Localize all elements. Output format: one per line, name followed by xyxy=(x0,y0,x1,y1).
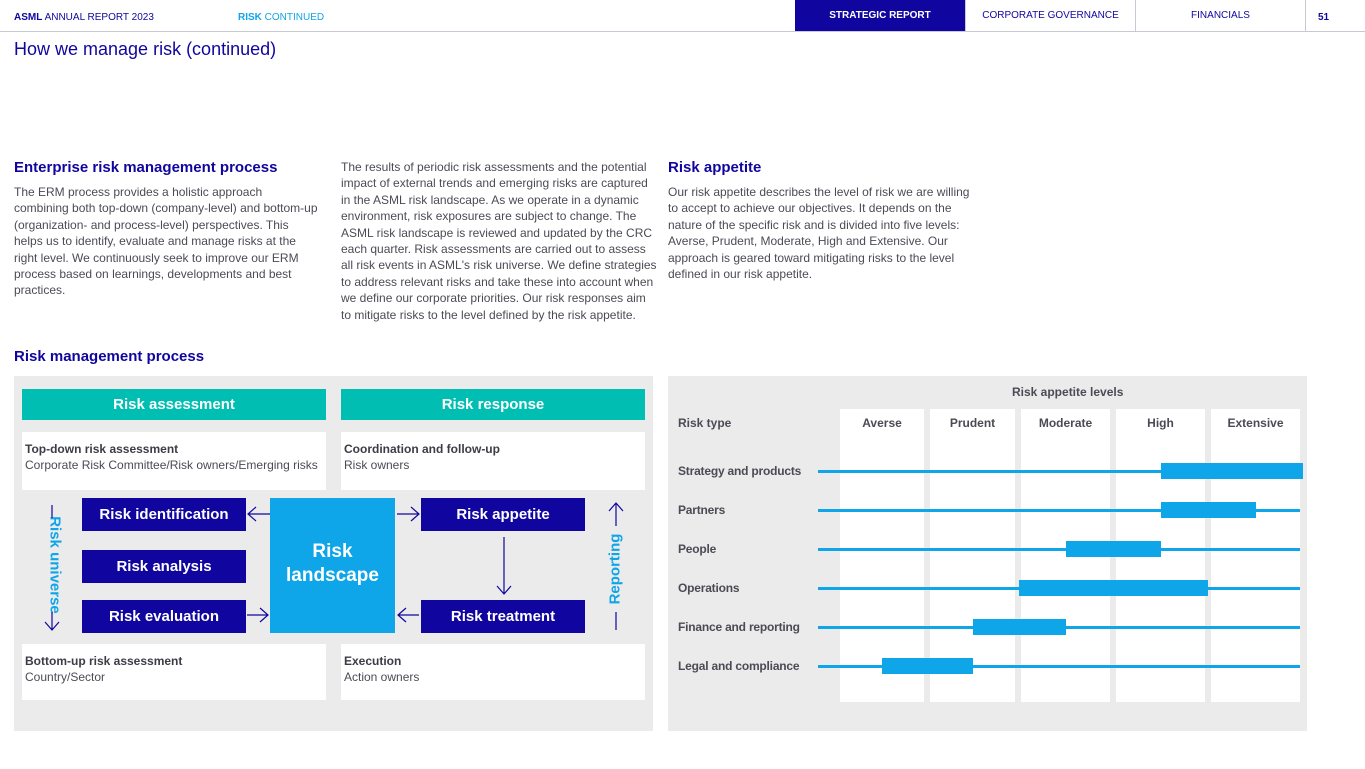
section-breadcrumb[interactable]: RISK CONTINUED xyxy=(238,12,325,23)
risk-appetite-range-bar xyxy=(1161,463,1303,479)
coordination-title: Coordination and follow-up xyxy=(344,442,500,456)
coordination-subtitle: Risk owners xyxy=(344,458,410,472)
arrow-risk-universe xyxy=(45,505,59,630)
risk-evaluation-box: Risk evaluation xyxy=(82,600,246,633)
risk-row-line xyxy=(818,548,1300,551)
page-title: How we manage risk (continued) xyxy=(14,39,277,59)
risk-response-header: Risk response xyxy=(341,389,645,420)
arrow-appetite-to-treatment xyxy=(497,537,511,594)
level-label-averse: Averse xyxy=(862,416,902,430)
risk-appetite-range-bar xyxy=(1019,580,1208,596)
level-label-high: High xyxy=(1147,416,1174,430)
risk-appetite-paragraph: Our risk appetite describes the level of risk we are willing to accept to achieve our objectives. It depends on the nature of the specific risk and is divided into five levels: Averse, Prudent, Moderate, High and Extensive. Our approach is geared toward mitigating risks to the level defined in our risk appetite. xyxy=(668,185,970,282)
risk-universe-label: Risk universe xyxy=(46,516,64,614)
report-brand[interactable]: ASML ANNUAL REPORT 2023 xyxy=(14,12,154,23)
execution-subtitle: Action owners xyxy=(344,670,420,684)
page-number: 51 xyxy=(1305,0,1365,31)
risk-appetite-range-bar xyxy=(973,619,1066,635)
risk-identification-box: Risk identification xyxy=(82,498,246,531)
tab-strategic-report[interactable]: STRATEGIC REPORT xyxy=(795,0,965,31)
arrow-to-identification xyxy=(248,507,270,521)
risk-landscape-paragraph: The results of periodic risk assessments and the potential impact of external trends and emerging risks are captured in the ASML risk landscape. As we operate in a dynamic environment, risk exposures are subject to change. The ASML risk landscape is reviewed and updated by the CRC each quarter. Risk assessments are carried out to assess all risk events in ASML's risk universe. We define strategies to address relevant risks and take these into account when we define our corporate priorities. Our risk responses aim to mitigate risks to the level defined by the risk appetite. xyxy=(341,160,657,322)
chart-title: Risk appetite levels xyxy=(1012,385,1124,399)
risk-appetite-range-bar xyxy=(882,658,973,674)
level-column-extensive xyxy=(1211,409,1300,702)
risk-type-label: Operations xyxy=(678,581,740,595)
arrow-to-appetite xyxy=(397,507,419,521)
level-label-extensive: Extensive xyxy=(1227,416,1284,430)
risk-appetite-heading: Risk appetite xyxy=(668,159,762,176)
landscape-line-1: Risk xyxy=(312,541,353,562)
top-down-title: Top-down risk assessment xyxy=(25,442,179,456)
risk-type-label: Legal and compliance xyxy=(678,659,800,673)
erm-paragraph: The ERM process provides a holistic approach combining both top-down (company-level) and bottom-up (organization- and process-level) perspectives. This helps us to identify, evaluate and manage risks at the right level. We continuously seek to improve our ERM process based on learnings, developments and best practices. xyxy=(14,185,318,298)
top-down-subtitle: Corporate Risk Committee/Risk owners/Emerging risks xyxy=(25,458,318,472)
risk-appetite-range-bar xyxy=(1066,541,1161,557)
arrow-treatment-to-landscape xyxy=(398,608,419,622)
risk-type-label: Finance and reporting xyxy=(678,620,800,634)
risk-analysis-box: Risk analysis xyxy=(82,550,246,583)
tab-corporate-governance[interactable]: CORPORATE GOVERNANCE xyxy=(965,0,1135,31)
arrow-evaluation-to-landscape xyxy=(247,608,268,622)
bottom-up-subtitle: Country/Sector xyxy=(25,670,106,684)
risk-type-label: Strategy and products xyxy=(678,464,802,478)
landscape-line-2: landscape xyxy=(286,565,379,586)
risk-type-header: Risk type xyxy=(678,416,732,430)
risk-treatment-box: Risk treatment xyxy=(421,600,585,633)
bottom-up-title: Bottom-up risk assessment xyxy=(25,654,183,668)
level-label-moderate: Moderate xyxy=(1038,416,1093,430)
erm-heading: Enterprise risk management process xyxy=(14,159,278,176)
arrow-reporting xyxy=(606,503,624,630)
tab-financials[interactable]: FINANCIALS xyxy=(1135,0,1305,31)
reporting-label: Reporting xyxy=(606,533,624,605)
level-label-prudent: Prudent xyxy=(949,416,996,430)
execution-title: Execution xyxy=(344,654,402,668)
risk-type-label: People xyxy=(678,542,717,556)
risk-management-process-heading: Risk management process xyxy=(14,348,205,365)
risk-appetite-range-bar xyxy=(1161,502,1256,518)
risk-type-label: Partners xyxy=(678,503,726,517)
risk-assessment-header: Risk assessment xyxy=(22,389,326,420)
risk-appetite-box: Risk appetite xyxy=(421,498,585,531)
